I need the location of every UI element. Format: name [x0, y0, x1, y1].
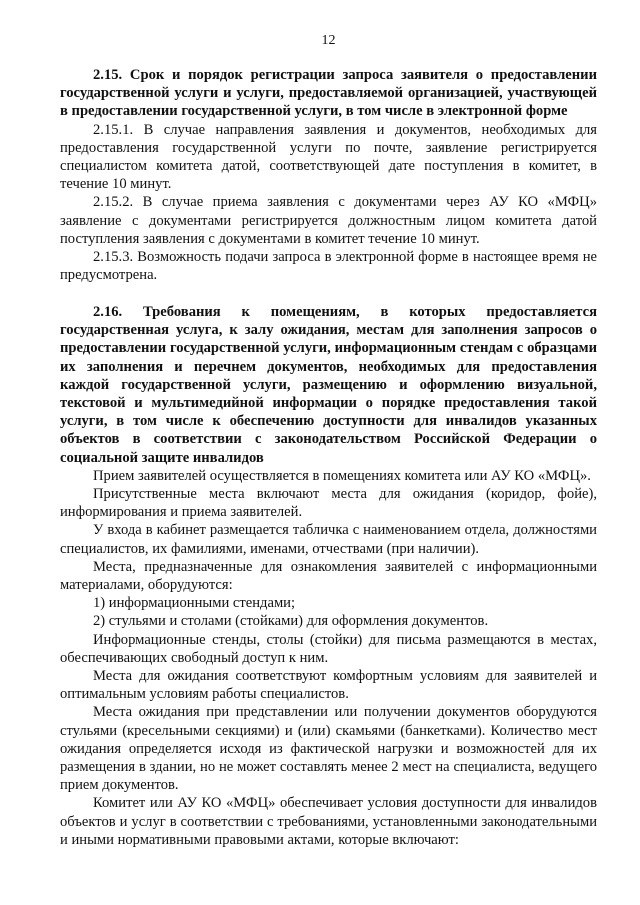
paragraph-stands-placement: Информационные стенды, столы (стойки) для письма размещаются в местах, обеспечивающих свободный доступ к ним.	[60, 631, 597, 666]
section-2-15-heading: 2.15. Срок и порядок регистрации запроса заявителя о предоставлении государственной услуги и услуги, предоставляемой организацией, участвующей в предоставлении государственной услуги, в том числе в электронной форме	[60, 67, 597, 120]
paragraph-2-15-1: 2.15.1. В случае направления заявления и документов, необходимых для предоставления государственной услуги по почте, заявление регистрируется специалистом комитета датой, соответствующей дате поступления в комитет, в течение 10 минут.	[60, 121, 597, 193]
list-item-info-stands: 1) информационными стендами;	[93, 595, 296, 612]
paragraph-2-15-2: 2.15.2. В случае приема заявления с документами через АУ КО «МФЦ» заявление с документами регистрируется должностным лицом комитета датой поступления заявления с документами в комитет течение 10 минут.	[60, 194, 597, 247]
paragraph-2-15-3: 2.15.3. Возможность подачи запроса в электронной форме в настоящее время не предусмотрена.	[60, 249, 597, 284]
list-item-chairs-tables: 2) стульями и столами (стойками) для оформления документов.	[93, 613, 489, 630]
paragraph-presence-places: Присутственные места включают места для ожидания (коридор, фойе), информирования и приема заявителей.	[60, 486, 597, 521]
section-2-15	[60, 66, 597, 284]
paragraph-accessibility: Комитет или АУ КО «МФЦ» обеспечивает условия доступности для инвалидов объектов и услуг в соответствии с требованиями, установленными законодательными и иными нормативными правовыми актами, которые включают:	[60, 795, 597, 848]
section-2-16	[60, 303, 597, 849]
paragraph-waiting-comfort: Места для ожидания соответствуют комфортным условиям для заявителей и оптимальным условиям работы специалистов.	[60, 668, 597, 703]
paragraph-reception: Прием заявителей осуществляется в помещениях комитета или АУ КО «МФЦ».	[93, 467, 591, 484]
paragraph-door-sign: У входа в кабинет размещается табличка с наименованием отдела, должностями специалистов, их фамилиями, именами, отчествами (при наличии).	[60, 522, 597, 557]
section-2-16-heading: 2.16. Требования к помещениям, в которых предоставляется государственная услуга, к залу ожидания, местам для заполнения запросов о предоставлении государственной услуги, информационным стендам с образцами их заполнения и перечнем документов, необходимых для предоставления каждой государственной услуги, размещению и оформлению визуальной, текстовой и мультимедийной информации о порядке предоставления такой услуги, в том числе к обеспечению доступности для инвалидов указанных объектов в соответствии с законодательством Российской Федерации о социальной защите инвалидов	[60, 304, 597, 466]
paragraph-waiting-equipment: Места ожидания при представлении или получении документов оборудуются стульями (кресельными секциями) и (или) скамьями (банкетками). Количество мест ожидания определяется исходя из фактической нагрузки и возможностей для их размещения в здании, но не может составлять менее 2 мест на специалиста, ведущего прием документов.	[60, 704, 597, 794]
page-number: 12	[321, 33, 336, 48]
paragraph-info-places: Места, предназначенные для ознакомления заявителей с информационными материалами, оборудуются:	[60, 558, 597, 594]
